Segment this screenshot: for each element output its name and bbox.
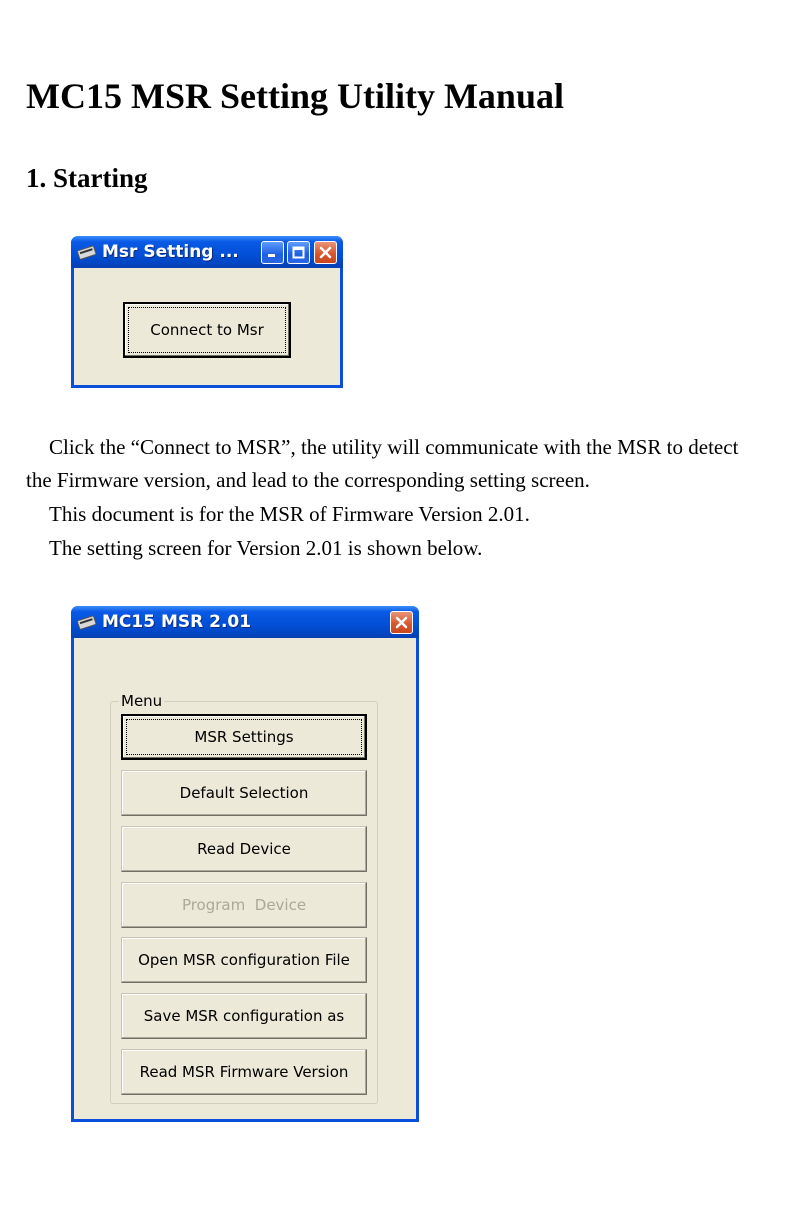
close-icon[interactable] (314, 241, 337, 264)
minimize-icon[interactable] (261, 241, 284, 264)
mc15-msr-window (71, 606, 419, 1122)
read-msr-firmware-version-button[interactable]: Read MSR Firmware Version (121, 1049, 367, 1095)
menu-group-label: Menu (121, 692, 163, 710)
mc15-msr-title: MC15 MSR 2.01 (102, 612, 252, 632)
card-reader-icon (77, 244, 97, 260)
close-icon[interactable] (390, 611, 413, 634)
open-msr-configuration-file-button[interactable]: Open MSR configuration File (121, 937, 367, 983)
program-device-button: Program Device (121, 882, 367, 928)
mc15-msr-titlebar[interactable] (71, 606, 419, 638)
maximize-icon[interactable] (287, 241, 310, 264)
paragraph-line-1: Click the “Connect to MSR”, the utility will communicate with the MSR to detect (49, 435, 739, 459)
paragraph-line-2: the Firmware version, and lead to the corresponding setting screen. (26, 468, 590, 492)
msr-setting-title: Msr Setting ... (102, 242, 239, 262)
document-title: MC15 MSR Setting Utility Manual (26, 76, 564, 116)
default-selection-button[interactable]: Default Selection (121, 770, 367, 816)
section-heading-starting: 1. Starting (26, 163, 148, 193)
read-device-button[interactable]: Read Device (121, 826, 367, 872)
msr-setting-window (71, 236, 343, 388)
paragraph-line-3: This document is for the MSR of Firmware Version 2.01. (49, 502, 530, 526)
card-reader-icon (77, 614, 97, 630)
msr-setting-titlebar[interactable] (71, 236, 343, 268)
connect-to-msr-button[interactable]: Connect to Msr (123, 302, 291, 358)
paragraph-line-4: The setting screen for Version 2.01 is shown below. (49, 536, 483, 560)
msr-settings-button[interactable]: MSR Settings (121, 714, 367, 760)
save-msr-configuration-as-button[interactable]: Save MSR configuration as (121, 993, 367, 1039)
